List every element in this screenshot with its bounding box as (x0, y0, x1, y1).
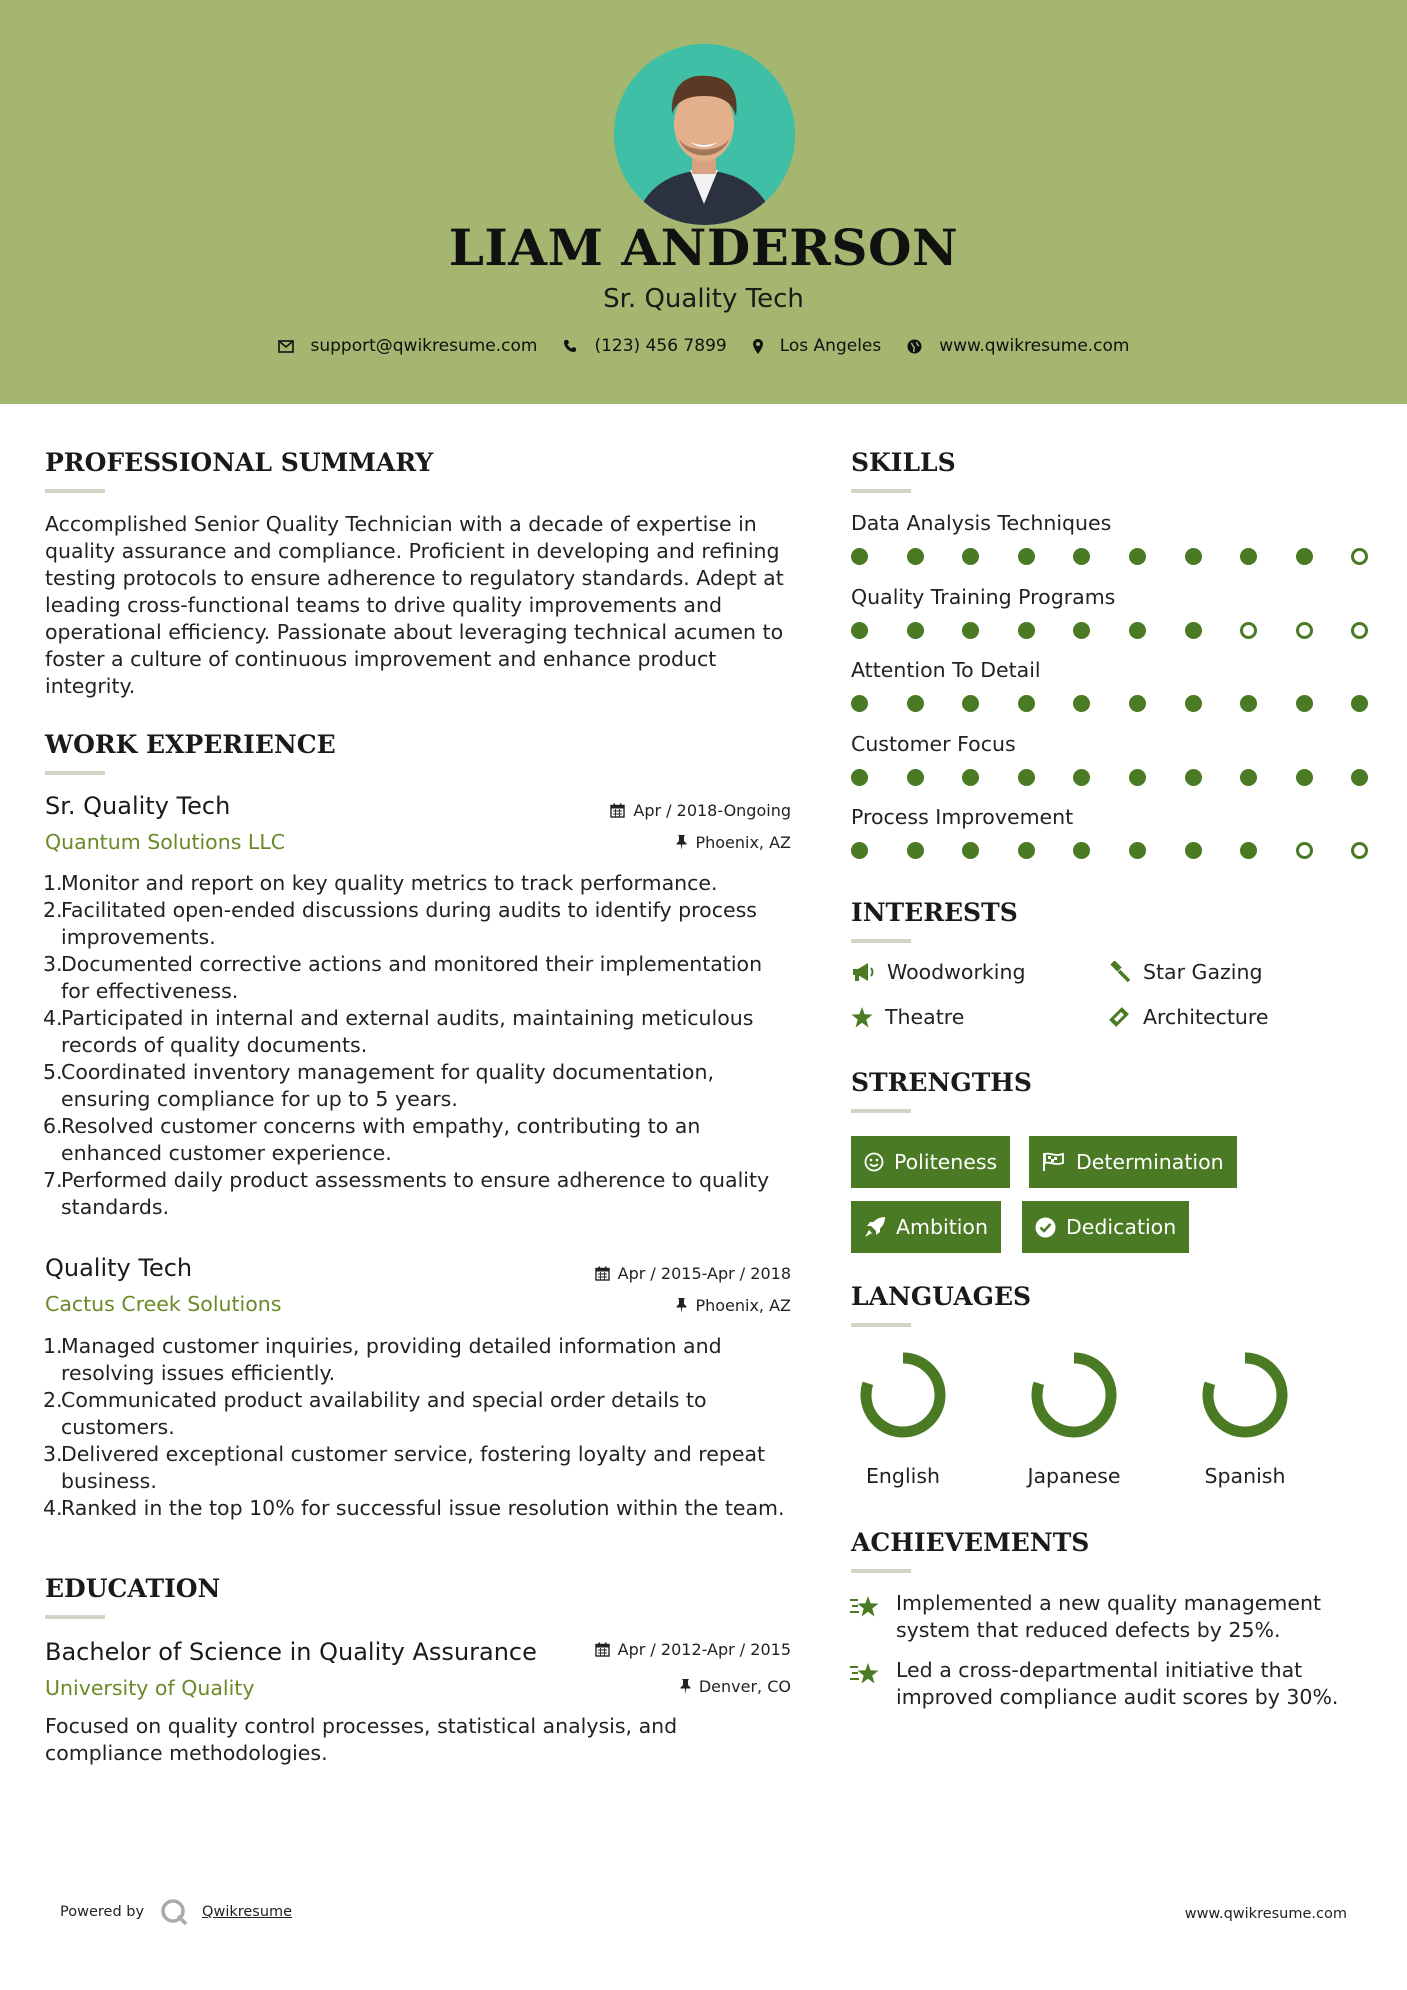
list-item-text: Resolved customer concerns with empathy, contributing to an enhanced customer experience. (61, 1114, 701, 1165)
skill-label: Attention To Detail (851, 658, 1041, 682)
skill-rating (851, 769, 1407, 786)
skill-dot-filled (1073, 842, 1090, 859)
experience-heading: WORK EXPERIENCE (45, 730, 336, 759)
job-title: Quality Tech (45, 1254, 193, 1282)
skill-dot-filled (851, 622, 868, 639)
list-item: 1. Monitor and report on key quality metrics to track performance. (43, 871, 718, 895)
skill-dot-filled (962, 842, 979, 859)
contact-email-text: support@qwikresume.com (310, 336, 538, 356)
skill-rating (851, 548, 1407, 565)
star-achievement-icon (849, 1661, 883, 1689)
skill-rating (851, 695, 1407, 712)
education-text: Focused on quality control processes, statistical analysis, and compliance methodologies. (45, 1714, 678, 1765)
skill-dot-filled (1185, 548, 1202, 565)
skill-dot-empty (1351, 842, 1368, 859)
footer-site[interactable]: www.qwikresume.com (1184, 1906, 1347, 1922)
skill-dot-empty (1351, 548, 1368, 565)
skill-dot-filled (1185, 769, 1202, 786)
strength-label: Dedication (1066, 1215, 1177, 1239)
star-achievement-icon (849, 1594, 883, 1622)
strength-badge (851, 1136, 1010, 1188)
experience-underline (45, 771, 105, 775)
skill-dot-filled (851, 548, 868, 565)
globe-icon (907, 339, 922, 354)
skill-dot-filled (1296, 695, 1313, 712)
list-item-text: Documented corrective actions and monitored their implementation for effectiveness. (61, 952, 763, 1003)
skill-dot-empty (1351, 622, 1368, 639)
strength-badge (1029, 1136, 1237, 1188)
map-marker-icon (753, 339, 763, 354)
list-item-text: Managed customer inquiries, providing detailed information and resolving issues efficiently. (61, 1334, 722, 1385)
rocket-icon (864, 1216, 886, 1238)
strengths-heading: STRENGTHS (851, 1068, 1032, 1097)
skill-dot-filled (1073, 769, 1090, 786)
skill-dot-filled (1296, 548, 1313, 565)
check-circle-icon (1035, 1217, 1056, 1238)
list-item: 5. Coordinated inventory management for quality documentation, ensuring compliance for up to 5 years. (43, 1060, 714, 1111)
skill-dot-filled (1129, 842, 1146, 859)
list-item: 7. Performed daily product assessments to ensure adherence to quality standards. (43, 1168, 770, 1219)
contact-email[interactable] (278, 336, 538, 356)
list-item: 6. Resolved customer concerns with empathy, contributing to an enhanced customer experience. (43, 1114, 701, 1165)
skill-dot-filled (1240, 548, 1257, 565)
job-location (500, 833, 791, 852)
list-item: 1. Managed customer inquiries, providing detailed information and resolving issues efficiently. (43, 1334, 722, 1385)
list-item-text: Monitor and report on key quality metrics to track performance. (61, 871, 718, 895)
summary-text: Accomplished Senior Quality Technician with a decade of expertise in quality assurance and compliance. Proficient in developing and refining testing protocols to ensure adherence to regulatory standards. Adept at leading cross-functional teams to drive quality improvements and operational efficiency. Passionate about leveraging technical acumen to foster a culture of continuous improvement and enhance product integrity. (45, 512, 784, 698)
skill-dot-filled (1240, 769, 1257, 786)
job-company: Cactus Creek Solutions (45, 1292, 282, 1316)
education-underline (45, 1615, 105, 1619)
skill-dot-empty (1296, 622, 1313, 639)
list-item-text: Performed daily product assessments to ensure adherence to quality standards. (61, 1168, 770, 1219)
skill-dot-filled (962, 622, 979, 639)
achievement-item: Implemented a new quality management system that reduced defects by 25%. (896, 1591, 1322, 1642)
education-location-text: Denver, CO (698, 1677, 791, 1696)
list-item-text: Ranked in the top 10% for successful issue resolution within the team. (61, 1496, 785, 1520)
interest-label: Woodworking (887, 960, 1026, 984)
skills-underline (851, 489, 911, 493)
contact-location-text: Los Angeles (779, 336, 882, 356)
skill-rating (851, 622, 1407, 639)
job-date-text: Apr / 2015-Apr / 2018 (617, 1264, 791, 1283)
list-item: 3. Delivered exceptional customer service, fostering loyalty and repeat business. (43, 1442, 766, 1493)
contact-phone[interactable] (563, 336, 726, 356)
strength-badge (851, 1201, 1001, 1253)
contact-phone-text: (123) 456 7899 (594, 336, 727, 356)
languages-underline (851, 1323, 911, 1327)
pushpin-icon (676, 1298, 687, 1313)
skill-dot-filled (1129, 548, 1146, 565)
language-ring-arc (866, 1358, 940, 1432)
envelope-icon (278, 340, 294, 353)
gavel-icon (1107, 961, 1131, 983)
language-label: Spanish (1204, 1464, 1286, 1488)
job-location (500, 1296, 791, 1315)
job-location-text: Phoenix, AZ (695, 1296, 791, 1315)
list-item-text: Delivered exceptional customer service, fostering loyalty and repeat business. (61, 1442, 766, 1493)
skill-dot-filled (1296, 769, 1313, 786)
language-ring-arc (1208, 1358, 1282, 1432)
candidate-role: Sr. Quality Tech (603, 284, 804, 314)
skill-dot-filled (1129, 769, 1146, 786)
list-item-text: Communicated product availability and special order details to customers. (61, 1388, 707, 1439)
skills-heading: SKILLS (851, 448, 956, 477)
strengths-underline (851, 1109, 911, 1113)
job-title: Sr. Quality Tech (45, 792, 231, 820)
calendar-icon (610, 803, 625, 818)
interest-label: Star Gazing (1143, 960, 1263, 984)
strength-badge (1022, 1201, 1189, 1253)
language-label: Japanese (1027, 1464, 1121, 1488)
skill-dot-filled (851, 769, 868, 786)
skill-dot-filled (1129, 622, 1146, 639)
achievements-underline (851, 1569, 911, 1573)
interest-label: Architecture (1143, 1005, 1269, 1029)
strength-label: Politeness (894, 1150, 998, 1174)
language-ring (858, 1350, 948, 1440)
achievements-heading: ACHIEVEMENTS (851, 1528, 1090, 1557)
education-date-text: Apr / 2012-Apr / 2015 (617, 1640, 791, 1659)
languages-heading: LANGUAGES (851, 1282, 1032, 1311)
job-bullets (43, 870, 795, 1221)
skill-dot-filled (962, 548, 979, 565)
skill-dot-filled (1240, 842, 1257, 859)
skill-dot-filled (962, 695, 979, 712)
list-item: 3. Documented corrective actions and monitored their implementation for effectiveness. (43, 952, 763, 1003)
smile-icon (864, 1152, 884, 1172)
degree-title: Bachelor of Science in Quality Assurance (45, 1638, 537, 1666)
skill-dot-filled (907, 842, 924, 859)
ticket-icon (1107, 1006, 1131, 1028)
skill-dot-empty (1296, 842, 1313, 859)
contact-website[interactable] (907, 336, 1129, 356)
interest-item (851, 1005, 964, 1029)
education-date (500, 1640, 791, 1659)
skill-dot-filled (1073, 548, 1090, 565)
skill-dot-filled (1185, 842, 1202, 859)
skill-dot-filled (851, 695, 868, 712)
flag-icon (1042, 1152, 1066, 1172)
skill-label: Process Improvement (851, 805, 1074, 829)
job-date (500, 1264, 791, 1283)
achievement-item: Led a cross-departmental initiative that improved compliance audit scores by 30%. (896, 1658, 1339, 1709)
language-ring (1029, 1350, 1119, 1440)
interest-item (1107, 960, 1262, 984)
candidate-name: LIAM ANDERSON (448, 218, 959, 277)
interests-underline (851, 939, 911, 943)
skill-label: Quality Training Programs (851, 584, 1116, 609)
pushpin-icon (676, 835, 687, 850)
language-label: English (865, 1464, 941, 1488)
skill-dot-filled (1240, 695, 1257, 712)
profile-photo (614, 44, 795, 225)
list-item-text: Participated in internal and external audits, maintaining meticulous records of quality documents. (61, 1006, 754, 1057)
skill-dot-filled (1073, 695, 1090, 712)
summary-underline (45, 489, 105, 493)
language-ring (1200, 1350, 1290, 1440)
skill-dot-filled (1018, 695, 1035, 712)
contact-location (753, 336, 882, 356)
strength-label: Determination (1076, 1150, 1224, 1174)
qwikresume-logo-icon (160, 1898, 188, 1926)
contact-website-text: www.qwikresume.com (939, 336, 1130, 356)
skill-dot-filled (1073, 622, 1090, 639)
skill-dot-filled (1351, 769, 1368, 786)
interest-label: Theatre (885, 1005, 965, 1029)
strength-label: Ambition (896, 1215, 988, 1239)
footer-powered-by (60, 1898, 292, 1926)
bullhorn-icon (851, 962, 875, 982)
list-item: 2. Communicated product availability and special order details to customers. (43, 1388, 707, 1439)
skill-dot-filled (907, 769, 924, 786)
skill-dot-filled (1185, 695, 1202, 712)
job-location-text: Phoenix, AZ (695, 833, 791, 852)
skill-dot-filled (1018, 622, 1035, 639)
contact-bar (0, 336, 1407, 356)
skill-dot-filled (962, 769, 979, 786)
skill-rating (851, 842, 1407, 859)
interests-heading: INTERESTS (851, 898, 1018, 927)
list-item-text: Coordinated inventory management for quality documentation, ensuring compliance for up to 5 years. (61, 1060, 714, 1111)
school-name: University of Quality (45, 1676, 255, 1700)
skill-dot-filled (907, 548, 924, 565)
skill-label: Customer Focus (851, 731, 1016, 756)
skill-dot-filled (1018, 769, 1035, 786)
phone-icon (563, 339, 577, 353)
skill-dot-empty (1240, 622, 1257, 639)
pushpin-icon (680, 1679, 691, 1694)
skill-label: Data Analysis Techniques (851, 511, 1112, 535)
star-icon (851, 1007, 873, 1028)
language-ring-arc (1037, 1358, 1111, 1432)
summary-heading: PROFESSIONAL SUMMARY (45, 448, 434, 477)
skill-dot-filled (1351, 695, 1368, 712)
calendar-icon (595, 1642, 610, 1657)
skill-dot-filled (1185, 622, 1202, 639)
education-location (500, 1677, 791, 1696)
skill-dot-filled (907, 622, 924, 639)
education-heading: EDUCATION (45, 1574, 221, 1603)
interest-item (851, 960, 1025, 984)
skill-dot-filled (851, 842, 868, 859)
powered-by-label: Powered by (60, 1904, 145, 1920)
job-date-text: Apr / 2018-Ongoing (633, 801, 791, 820)
job-company: Quantum Solutions LLC (45, 830, 286, 854)
job-date (500, 801, 791, 820)
brand-link[interactable]: Qwikresume (202, 1904, 293, 1920)
list-item: 2. Facilitated open-ended discussions during audits to identify process improvements. (43, 898, 757, 949)
interest-item (1107, 1005, 1269, 1029)
skill-dot-filled (1018, 548, 1035, 565)
list-item: 4. Ranked in the top 10% for successful issue resolution within the team. (43, 1496, 785, 1520)
list-item: 4. Participated in internal and external audits, maintaining meticulous records of quality documents. (43, 1006, 754, 1057)
skill-dot-filled (1018, 842, 1035, 859)
list-item-text: Facilitated open-ended discussions during audits to identify process improvements. (61, 898, 757, 949)
job-bullets (43, 1333, 795, 1522)
skill-dot-filled (907, 695, 924, 712)
calendar-icon (595, 1266, 610, 1281)
skill-dot-filled (1129, 695, 1146, 712)
